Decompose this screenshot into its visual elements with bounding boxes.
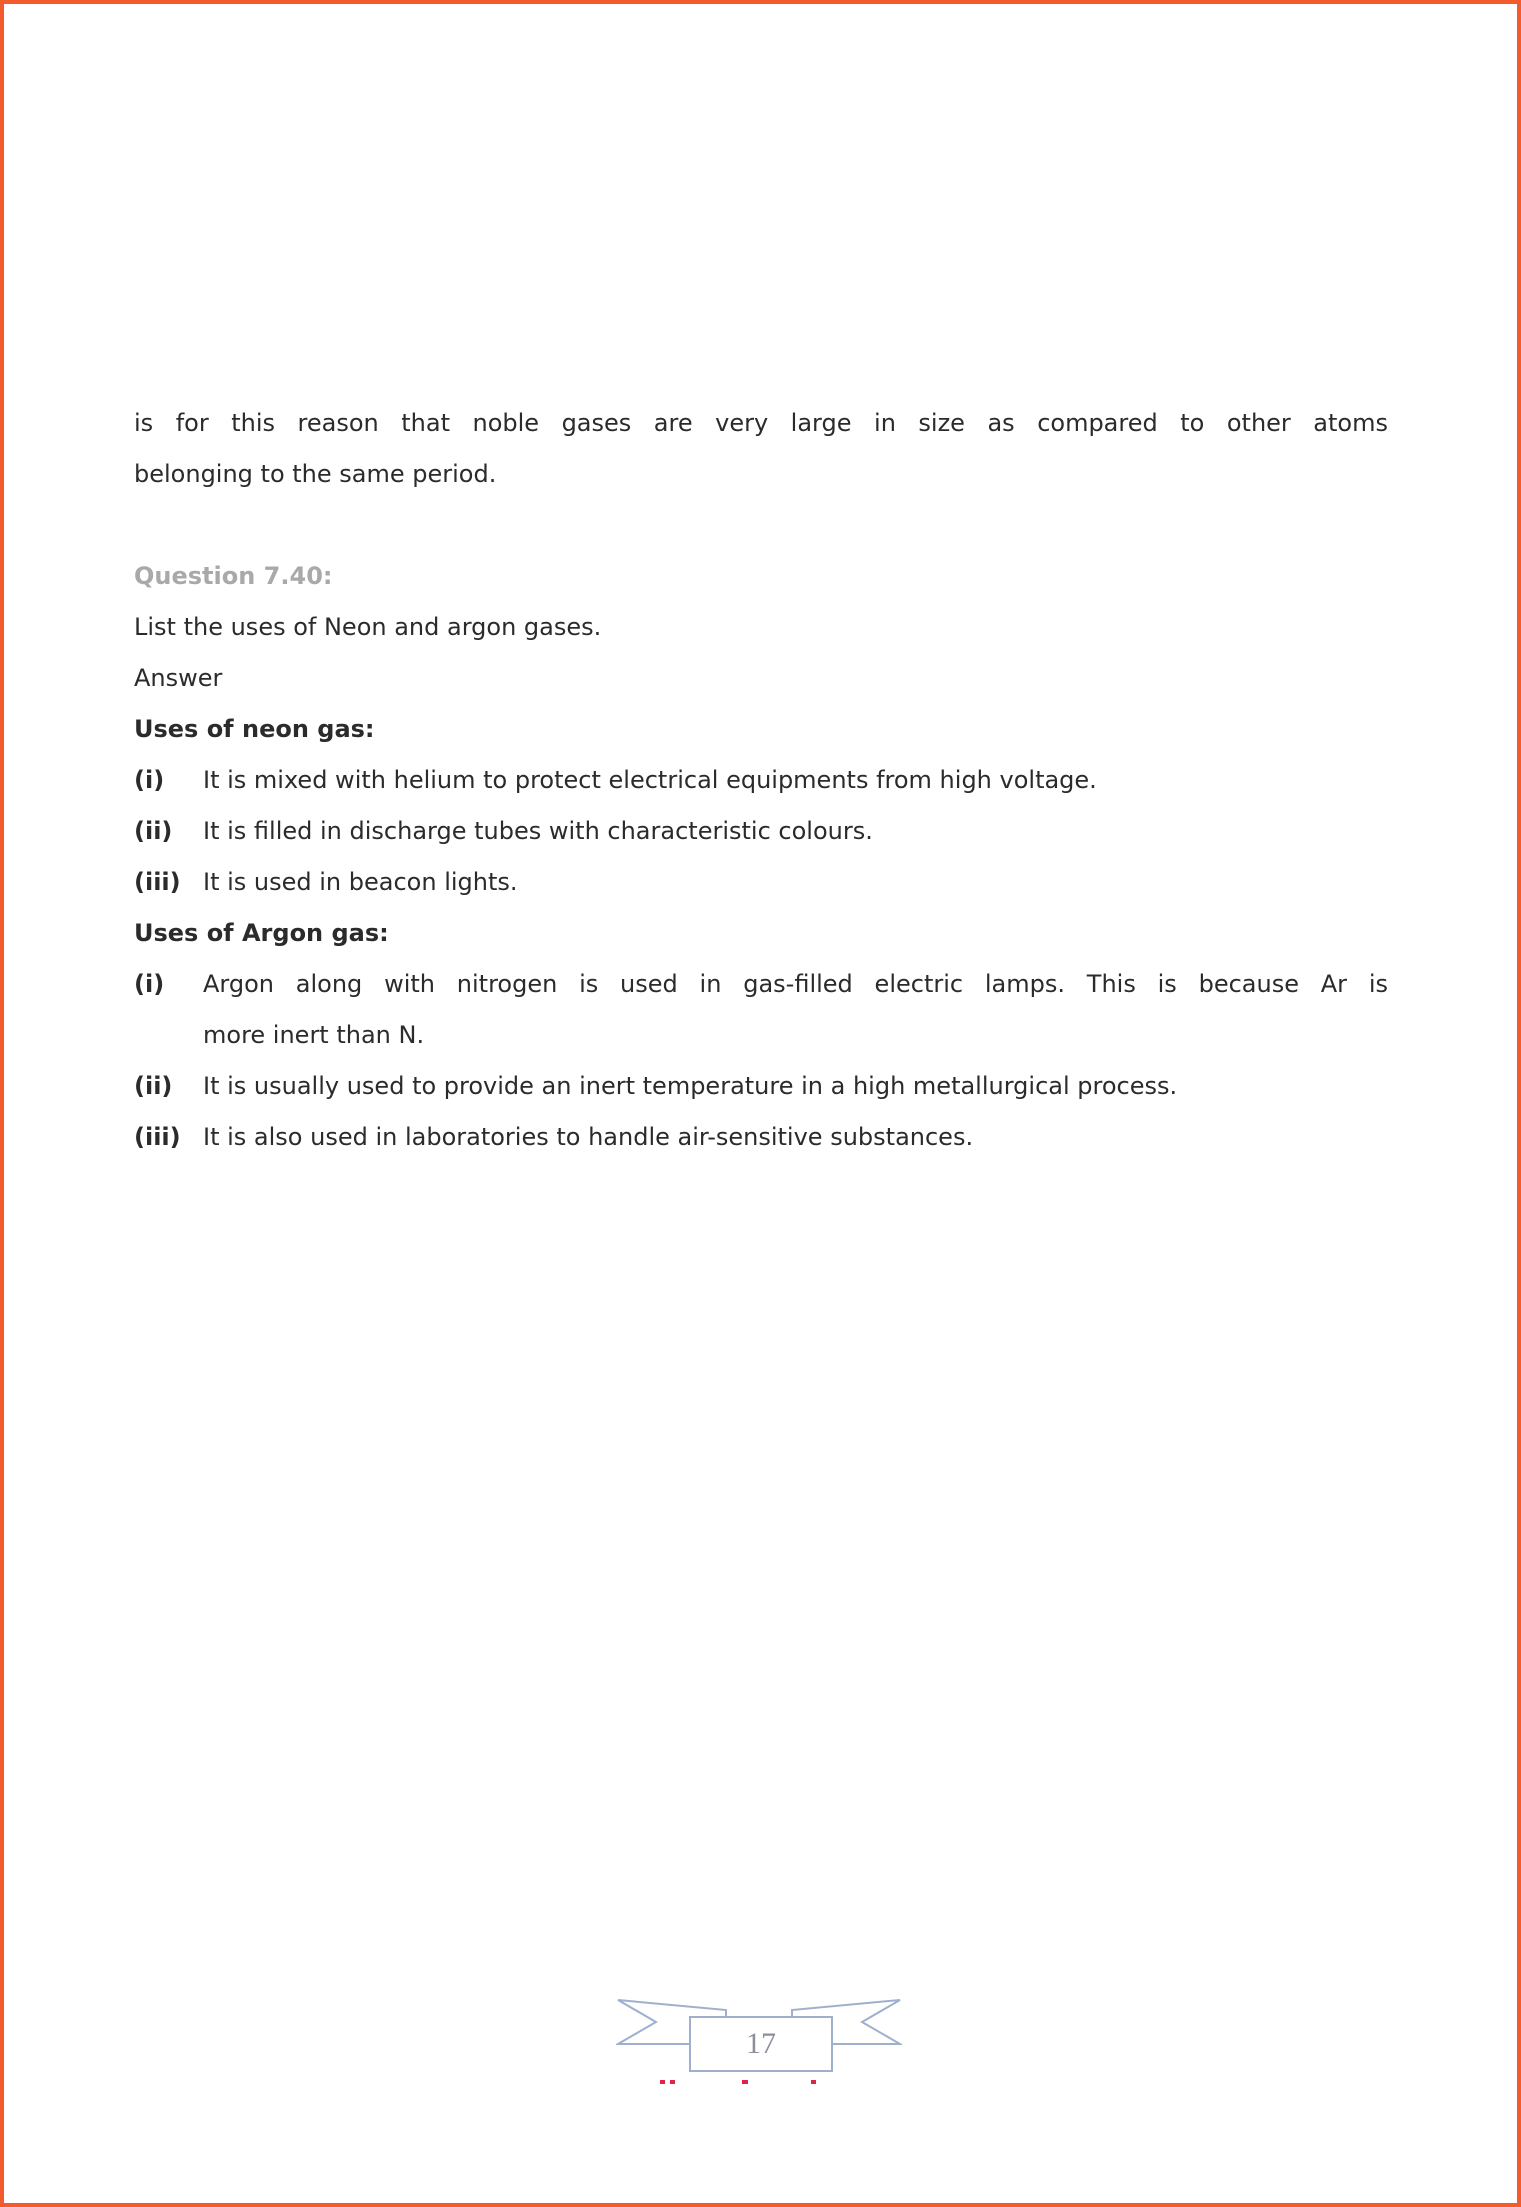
page-number-ribbon [616,1996,902,2086]
list-item-continuation [134,1010,1388,1061]
intro-line-2: belonging to the same period. [134,460,497,488]
item-text: It is mixed with helium to protect electrical equipments from high voltage. [203,766,1097,794]
question-label: Question 7.40: [134,562,333,590]
page-content [134,398,1388,1163]
item-label: (ii) [134,1072,173,1100]
answer-label: Answer [134,664,223,692]
item-text: It is also used in laboratories to handle air-sensitive substances. [203,1123,974,1151]
item-text: It is filled in discharge tubes with characteristic colours. [203,817,873,845]
question-text: List the uses of Neon and argon gases. [134,613,602,641]
neon-heading: Uses of neon gas: [134,715,375,743]
item-text: It is usually used to provide an inert temperature in a high metallurgical process. [203,1072,1178,1100]
argon-heading: Uses of Argon gas: [134,919,389,947]
item-label: (iii) [134,868,181,896]
list-item [134,806,1388,857]
item-text: more inert than N. [203,1021,425,1049]
item-label: (ii) [134,817,173,845]
item-label: (i) [134,970,165,998]
item-label: (i) [134,766,165,794]
intro-line-1: is for this reason that noble gases are very large in size as compared to other atoms [134,409,1388,437]
list-item [134,1061,1388,1112]
item-text: It is used in beacon lights. [203,868,518,896]
item-text: Argon along with nitrogen is used in gas-filled electric lamps. This is because Ar is [203,970,1388,998]
list-item [134,755,1388,806]
list-item [134,959,1388,1010]
list-item [134,857,1388,908]
item-label: (iii) [134,1123,181,1151]
page-number: 17 [689,2016,833,2072]
list-item [134,1112,1388,1163]
